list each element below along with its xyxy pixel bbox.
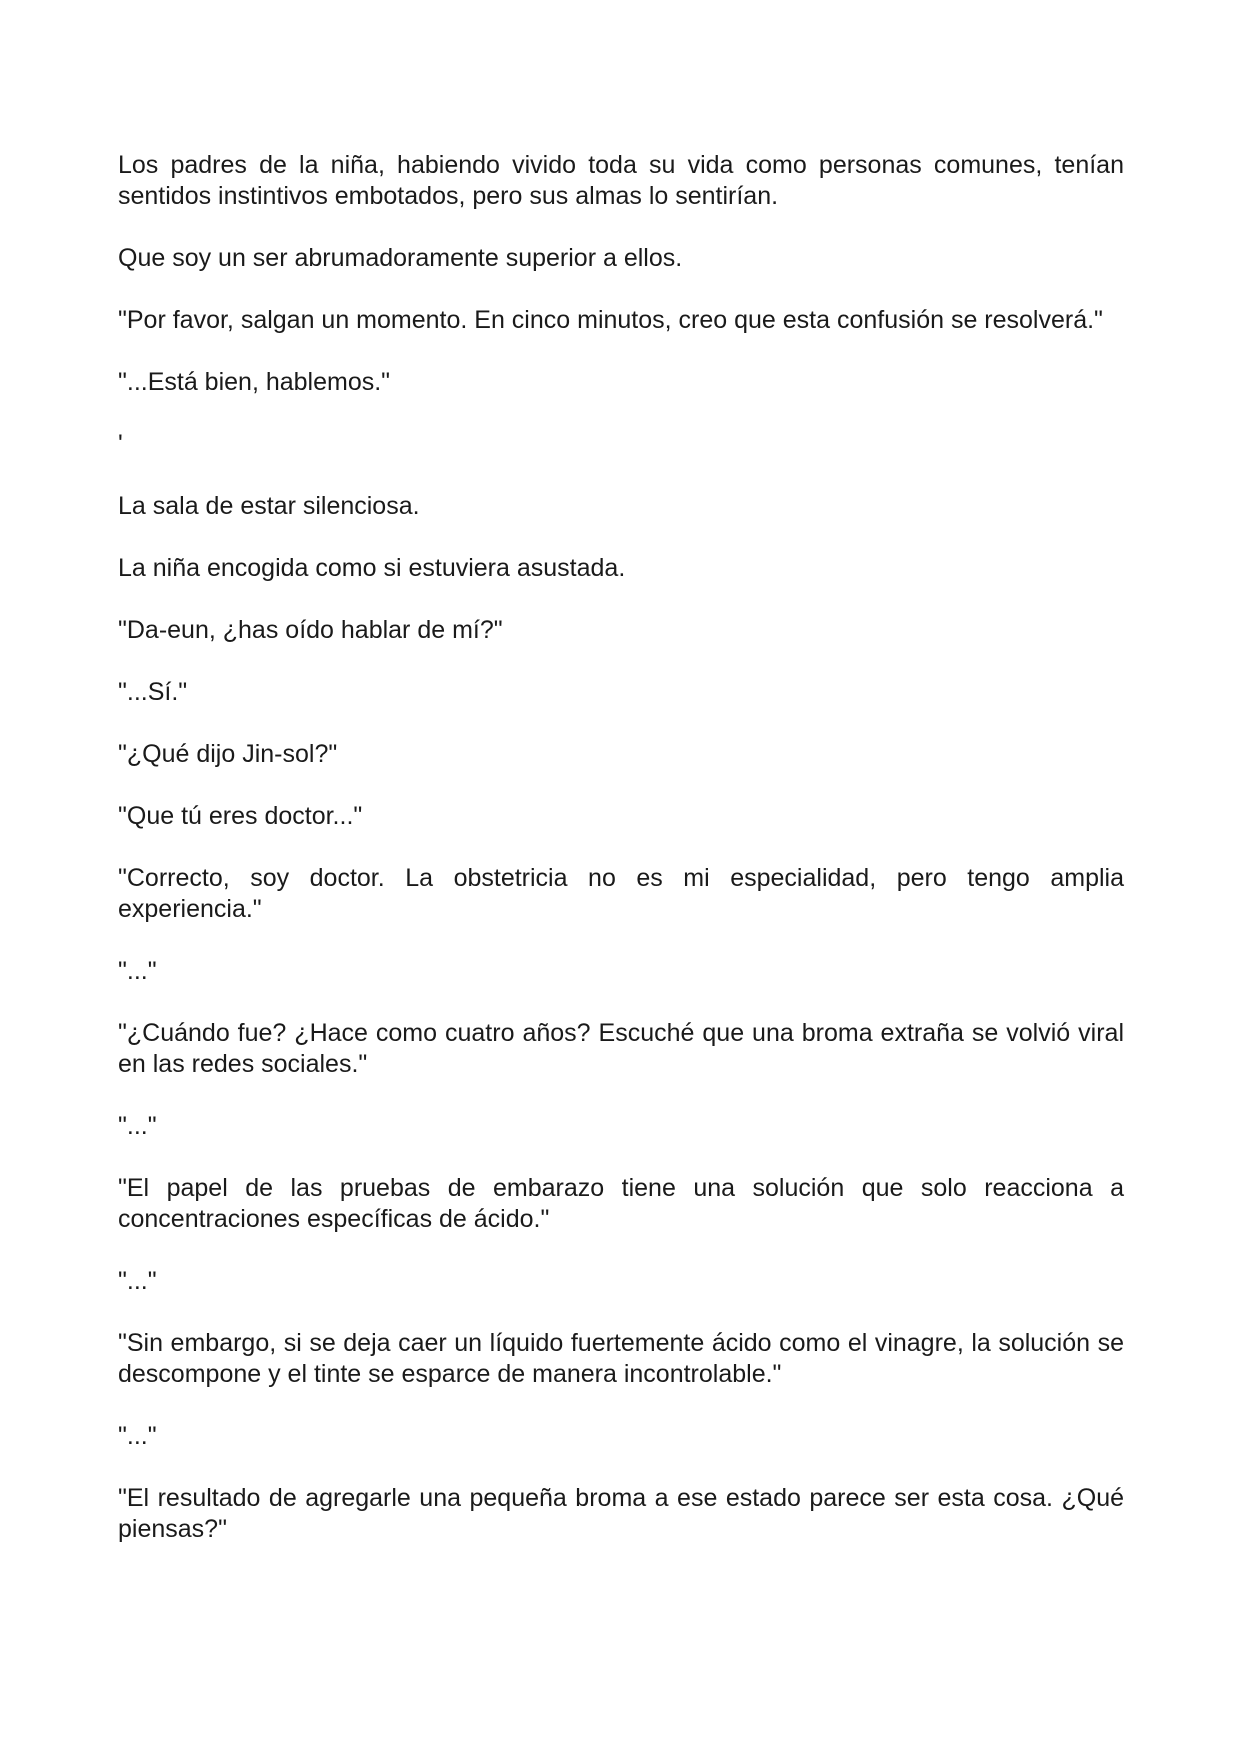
paragraph: Los padres de la niña, habiendo vivido toda su vida como personas comunes, tenían sentidos instintivos embotados, pero sus almas lo sentirían.	[118, 151, 1124, 210]
paragraph: La niña encogida como si estuviera asustada.	[118, 554, 626, 582]
paragraph: "Sin embargo, si se deja caer un líquido fuertemente ácido como el vinagre, la solución se descompone y el tinte se esparce de manera incontrolable."	[118, 1329, 1124, 1388]
body-text	[118, 150, 1124, 1576]
paragraph: "¿Qué dijo Jin-sol?"	[118, 740, 338, 768]
paragraph: "..."	[118, 1267, 157, 1295]
paragraph: "El resultado de agregarle una pequeña broma a ese estado parece ser esta cosa. ¿Qué piensas?"	[118, 1484, 1124, 1543]
scene-break-mark: '	[118, 430, 123, 458]
paragraph: "Que tú eres doctor..."	[118, 802, 363, 830]
paragraph: "..."	[118, 1422, 157, 1450]
paragraph: "¿Cuándo fue? ¿Hace como cuatro años? Escuché que una broma extraña se volvió viral en las redes sociales."	[118, 1019, 1124, 1078]
paragraph: "El papel de las pruebas de embarazo tiene una solución que solo reacciona a concentraciones específicas de ácido."	[118, 1174, 1124, 1233]
paragraph: "Por favor, salgan un momento. En cinco minutos, creo que esta confusión se resolverá."	[118, 306, 1103, 334]
paragraph: "..."	[118, 957, 157, 985]
paragraph: "...Está bien, hablemos."	[118, 368, 391, 396]
paragraph: "Correcto, soy doctor. La obstetricia no es mi especialidad, pero tengo amplia experiencia."	[118, 864, 1124, 923]
paragraph: "..."	[118, 1112, 157, 1140]
paragraph: "Da-eun, ¿has oído hablar de mí?"	[118, 616, 503, 644]
paragraph: La sala de estar silenciosa.	[118, 492, 420, 520]
paragraph: "...Sí."	[118, 678, 188, 706]
paragraph: Que soy un ser abrumadoramente superior a ellos.	[118, 244, 683, 272]
